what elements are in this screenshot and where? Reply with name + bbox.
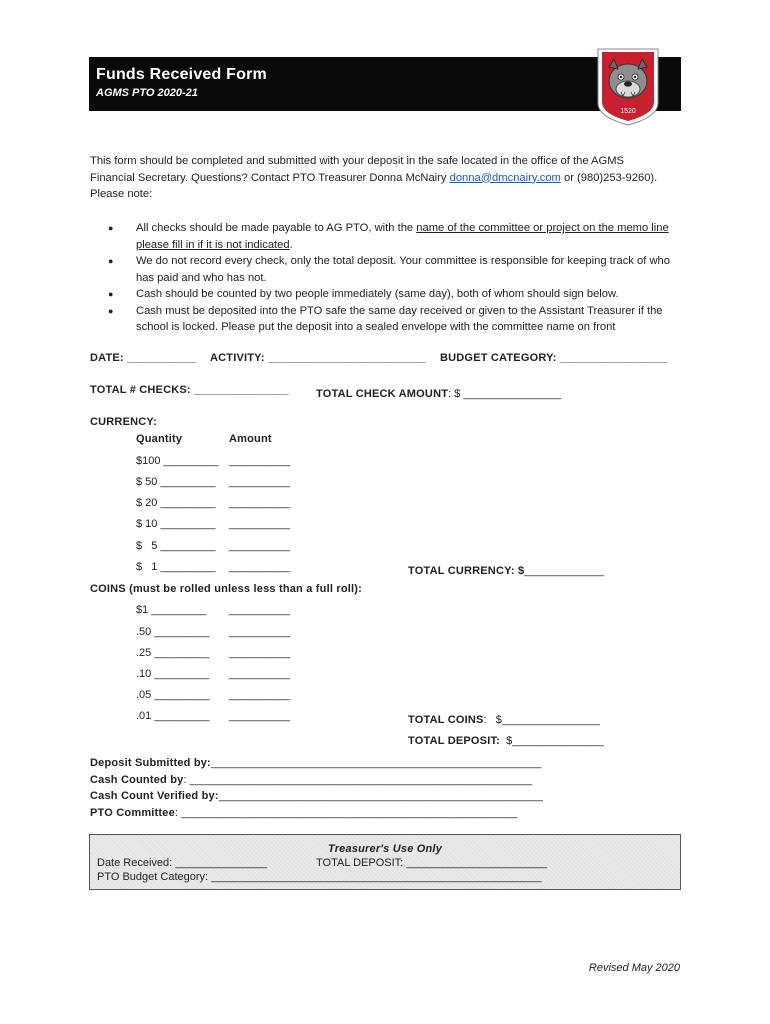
bullet-icon: ●	[108, 223, 114, 233]
coins-quantity-05[interactable]: .05 _________	[136, 689, 210, 701]
total-currency-field[interactable]: TOTAL CURRENCY: $_____________	[408, 565, 604, 577]
coins-quantity-1[interactable]: $1 _________	[136, 604, 207, 616]
cash-counted-by-field[interactable]: Cash Counted by: ________________________________________________________	[90, 774, 533, 786]
currency-quantity-5[interactable]: $ 5 _________	[136, 540, 216, 552]
pto-committee-field[interactable]: PTO Committee: _______________________________________________________	[90, 807, 518, 819]
coins-quantity-01[interactable]: .01 _________	[136, 710, 210, 722]
total-deposit-field[interactable]: TOTAL DEPOSIT: $_______________	[408, 735, 605, 747]
coins-amount-01[interactable]: __________	[229, 710, 291, 722]
currency-quantity-1[interactable]: $ 1 _________	[136, 561, 216, 573]
bullet-icon: ●	[108, 289, 114, 299]
form-subtitle: AGMS PTO 2020-21	[96, 87, 198, 99]
deposit-submitted-by-field[interactable]: Deposit Submitted by:______________________________________________________	[90, 757, 542, 769]
coins-amount-25[interactable]: __________	[229, 647, 291, 659]
currency-amount-50[interactable]: __________	[229, 476, 291, 488]
activity-field[interactable]: ACTIVITY: _________________________	[210, 352, 426, 364]
quantity-column-header: Quantity	[136, 433, 183, 445]
list-item: ● Cash should be counted by two people immediately (same day), both of whom should sign below.	[108, 286, 680, 303]
total-check-amount-field[interactable]: TOTAL CHECK AMOUNT: $ ________________	[316, 388, 562, 400]
revision-note: Revised May 2020	[588, 962, 680, 974]
currency-quantity-100[interactable]: $100 _________	[136, 455, 219, 467]
budget-category-field[interactable]: BUDGET CATEGORY: _________________	[440, 352, 668, 364]
list-item: ● We do not record every check, only the total deposit. Your committee is responsible for keeping track of who has paid and who has not.	[108, 253, 680, 286]
list-item: ● Cash must be deposited into the PTO safe the same day received or given to the Assistant Treasurer if the school is locked. Please put the deposit into a sealed envelope with the committee name on front	[108, 303, 680, 336]
currency-amount-5[interactable]: __________	[229, 540, 291, 552]
coins-amount-10[interactable]: __________	[229, 668, 291, 680]
currency-heading: CURRENCY:	[90, 416, 157, 428]
currency-amount-10[interactable]: __________	[229, 518, 291, 530]
date-received-field[interactable]: Date Received: _______________	[97, 857, 268, 869]
bullet-icon: ●	[108, 256, 114, 266]
cash-count-verified-by-field[interactable]: Cash Count Verified by:_____________________________________________________	[90, 790, 543, 802]
treasurer-title: Treasurer's Use Only	[327, 843, 443, 855]
intro-line-3: Please note:	[90, 188, 153, 200]
currency-amount-100[interactable]: __________	[229, 455, 291, 467]
total-coins-field[interactable]: TOTAL COINS: $________________	[408, 714, 600, 726]
currency-amount-20[interactable]: __________	[229, 497, 291, 509]
intro-line-1: This form should be completed and submitted with your deposit in the safe located in the office of the AGMS	[90, 155, 624, 167]
coins-quantity-25[interactable]: .25 _________	[136, 647, 210, 659]
treasurer-total-deposit-field[interactable]: TOTAL DEPOSIT: _______________________	[316, 857, 547, 869]
total-checks-field[interactable]: TOTAL # CHECKS: _______________	[90, 384, 289, 396]
coins-amount-50[interactable]: __________	[229, 626, 291, 638]
currency-quantity-10[interactable]: $ 10 _________	[136, 518, 216, 530]
bullet-icon: ●	[108, 305, 114, 316]
date-field[interactable]: DATE: ___________	[90, 352, 197, 364]
email-link[interactable]: donna@dmcnairy.com	[449, 171, 561, 184]
currency-amount-1[interactable]: __________	[229, 561, 291, 573]
pto-budget-category-field[interactable]: PTO Budget Category: ______________________________________________________	[97, 871, 542, 883]
coins-amount-05[interactable]: __________	[229, 689, 291, 701]
bulldog-logo-icon	[594, 47, 662, 127]
svg-text:1520: 1520	[620, 108, 636, 115]
coins-heading: COINS (must be rolled unless less than a full roll):	[90, 583, 362, 595]
coins-quantity-50[interactable]: .50 _________	[136, 626, 210, 638]
form-title: Funds Received Form	[96, 66, 267, 83]
intro-paragraph	[90, 153, 680, 203]
list-item: ● All checks should be made payable to AG PTO, with the name of the committee or project on the memo line please fill in if it is not indicated.	[108, 220, 680, 253]
amount-column-header: Amount	[229, 433, 272, 445]
coins-amount-1[interactable]: __________	[229, 604, 291, 616]
intro-line-2: Financial Secretary. Questions? Contact PTO Treasurer Donna McNairy donna@dmcnairy.com or (980)253-9260).	[90, 171, 658, 184]
notes-list	[108, 220, 680, 336]
currency-quantity-20[interactable]: $ 20 _________	[136, 497, 216, 509]
currency-quantity-50[interactable]: $ 50 _________	[136, 476, 216, 488]
coins-quantity-10[interactable]: .10 _________	[136, 668, 210, 680]
